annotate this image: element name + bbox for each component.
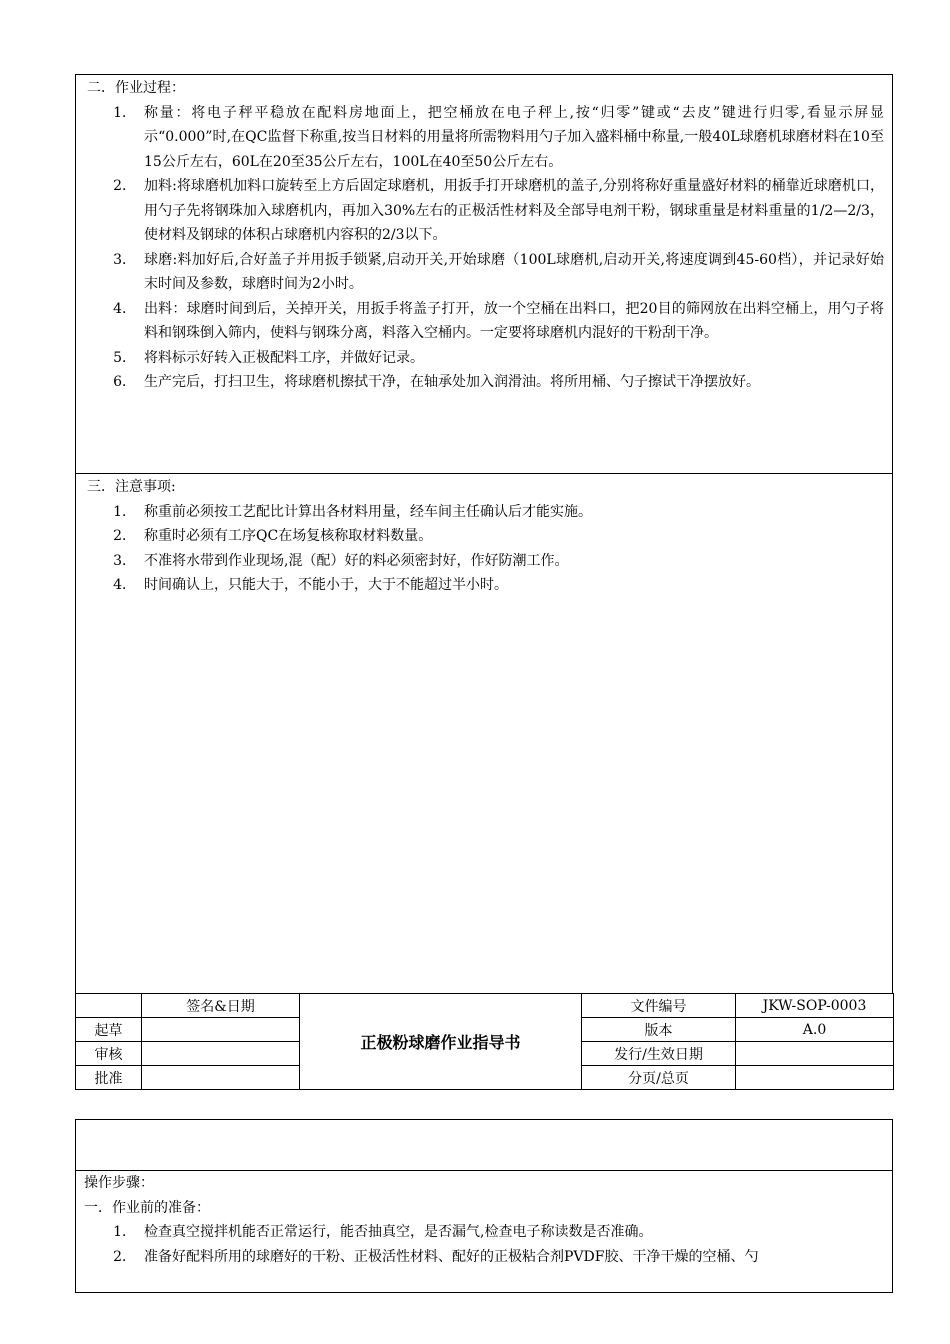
reviewed-label: 审核 <box>76 1042 142 1066</box>
list-item: 2． 准备好配料所用的球磨好的干粉、正极活性材料、配好的正极粘合剂PVDF胶、干净干燥的空桶、勺 <box>113 1248 759 1265</box>
drafted-signature-field[interactable] <box>142 1018 300 1042</box>
list-item: 1． 称重前必须按工艺配比计算出各材料用量，经车间主任确认后才能实施。 <box>113 503 592 520</box>
list-item: 5． 将料标示好转入正极配料工序，并做好记录。 <box>113 349 424 366</box>
doc-no-label: 文件编号 <box>582 994 736 1018</box>
work-process-heading: 二．作业过程： <box>87 80 185 96</box>
effective-date-value[interactable] <box>736 1042 894 1066</box>
instruction-content-box <box>75 74 893 994</box>
list-item: 3． 球磨:料加好后,合好盖子并用扳手锁紧,启动开关,开始球磨（100L球磨机,启动开关,将速度调到45-60档），并记录好始末时间及参数，球磨时间为2小时。 <box>113 251 884 292</box>
list-item: 1． 称量：将电子秤平稳放在配料房地面上，把空桶放在电子秤上,按“归零”键或“去皮”键进行归零,看显示屏显示“0.000”时,在QC监督下称重,按当日材料的用量将所需物料用勺子加入盛料桶中称量,一般40L球磨机球磨材料在10至15公斤左右，60L在20至35公斤左右，100L在40至50公斤左右。 <box>113 104 884 170</box>
version-value: A.0 <box>736 1018 894 1042</box>
list-item: 4． 出料：球磨时间到后，关掉开关，用扳手将盖子打开，放一个空桶在出料口，把20目的筛网放在出料空桶上，用勺子将料和钢珠倒入筛内，使料与钢珠分离，料落入空桶内。一定要将球磨机内混好的干粉刮干净。 <box>113 300 884 341</box>
reviewed-signature-field[interactable] <box>142 1042 300 1066</box>
signature-table <box>75 993 894 1090</box>
list-item: 2． 加料:将球磨机加料口旋转至上方后固定球磨机，用扳手打开球磨机的盖子,分别将称好重量盛好材料的桶靠近球磨机口，用勺子先将钢珠加入球磨机内，再加入30%左右的正极活性材料及全部导电剂干粉，钢球重量是材料重量的1/2—2/3，使材料及钢球的体积占球磨机内容积的2/3以下。 <box>113 178 884 243</box>
corner-cell <box>76 994 142 1018</box>
precautions-heading: 三．注意事项: <box>87 479 176 495</box>
page-label: 分页/总页 <box>582 1066 736 1090</box>
list-item: 3． 不准将水带到作业现场,混（配）好的料必须密封好，作好防潮工作。 <box>113 552 569 569</box>
list-item: 6． 生产完后，打扫卫生，将球磨机擦拭干净，在轴承处加入润滑油。将所用桶、勺子擦试干净摆放好。 <box>113 374 760 390</box>
doc-no-value: JKW-SOP-0003 <box>736 994 894 1018</box>
header-blank-row <box>76 1120 892 1171</box>
drafted-label: 起草 <box>76 1018 142 1042</box>
list-item: 1． 检查真空搅拌机能否正常运行，能否抽真空，是否漏气,检查电子称读数是否准确。 <box>113 1224 653 1240</box>
work-process-section <box>76 75 892 474</box>
document-title: 正极粉球磨作业指导书 <box>300 994 582 1090</box>
precautions-section <box>76 474 892 995</box>
approved-signature-field[interactable] <box>142 1066 300 1090</box>
list-item: 4． 时间确认上，只能大于，不能小于，大于不能超过半小时。 <box>113 577 508 593</box>
steps-heading: 操作步骤： <box>84 1175 154 1191</box>
preparation-heading: 一．作业前的准备： <box>84 1199 210 1216</box>
sign-date-header: 签名&日期 <box>142 994 300 1018</box>
page-value[interactable] <box>736 1066 894 1090</box>
approved-label: 批准 <box>76 1066 142 1090</box>
operation-steps-section <box>76 1171 892 1269</box>
version-label: 版本 <box>582 1018 736 1042</box>
effective-date-label: 发行/生效日期 <box>582 1042 736 1066</box>
next-page-box <box>75 1119 893 1293</box>
list-item: 2． 称重时必须有工序QC在场复核称取材料数量。 <box>113 528 433 544</box>
